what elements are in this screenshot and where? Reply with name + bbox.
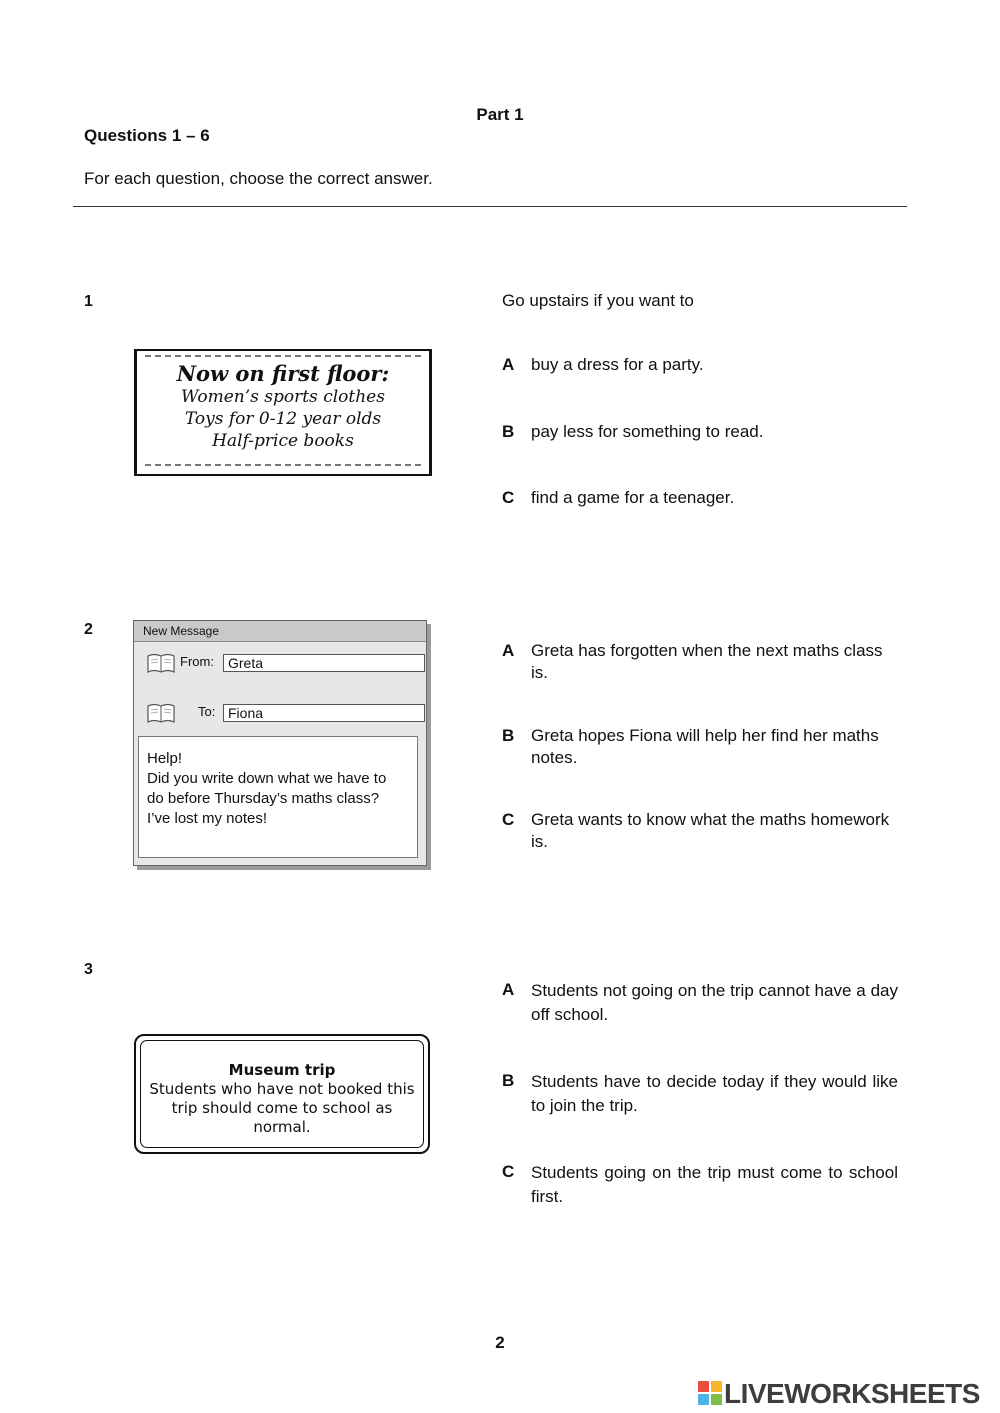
museum-notice-line: normal. [253,1118,311,1136]
question-1-option-b[interactable] [502,421,898,443]
option-letter: C [502,488,515,507]
question-1-option-a[interactable] [502,354,898,376]
question-3-option-c[interactable] [502,1161,898,1209]
option-letter: B [502,422,515,441]
option-letter: B [502,726,515,745]
email-body-line: Did you write down what we have to [147,770,387,787]
liveworksheets-logo-icon [698,1381,722,1405]
question-2-option-a[interactable] [502,640,898,684]
email-from-row [134,652,426,674]
question-number-3: 3 [84,961,93,978]
question-number-2: 2 [84,621,93,638]
store-notice-line: Half-price books [212,431,354,451]
email-body-line: Help! [147,750,183,767]
email-to-label: To: [198,704,216,719]
option-letter: C [502,810,515,829]
email-body [138,736,418,858]
address-book-icon [146,652,176,674]
address-book-icon [146,702,176,724]
questions-range: Questions 1 – 6 [84,126,210,145]
question-2-option-c[interactable] [502,809,898,853]
option-text: Greta wants to know what the maths homework is. [531,810,890,851]
museum-notice-line: trip should come to school as [171,1099,393,1117]
email-from-field: Greta [223,654,425,672]
option-letter: A [502,980,515,999]
store-notice-title: Now on first floor: [176,361,390,386]
instruction-text: For each question, choose the correct answer. [84,169,433,188]
museum-notice-line: Students who have not booked this [149,1080,415,1098]
option-text: Students going on the trip must come to school first. [531,1163,898,1206]
email-window [133,620,427,866]
museum-trip-notice [134,1034,430,1154]
option-letter: A [502,355,515,374]
question-3-option-b[interactable] [502,1070,898,1118]
question-number-1: 1 [84,293,93,310]
brand-wordmark: LIVEWORKSHEETS [724,1378,980,1409]
notice-inner-border [140,1040,424,1148]
question-2-option-b[interactable] [502,725,898,769]
option-letter: A [502,641,515,660]
notice-bottom-decoration [145,464,421,470]
option-text: Greta hopes Fiona will help her find her maths notes. [531,726,879,767]
page-number: 2 [495,1333,505,1352]
notice-top-decoration [145,355,421,361]
option-text: Students not going on the trip cannot have a day off school. [531,981,898,1024]
option-text: find a game for a teenager. [531,488,735,507]
email-to-field: Fiona [223,704,425,722]
email-to-row [134,702,426,724]
museum-notice-title: Museum trip [228,1061,336,1079]
question-1-option-c[interactable] [502,487,898,509]
email-window-title: New Message [134,621,426,642]
option-text: pay less for something to read. [531,422,764,441]
option-letter: B [502,1071,515,1090]
question-3-option-a[interactable] [502,979,898,1027]
option-text: Students have to decide today if they would like to join the trip. [531,1072,898,1115]
store-notice-line: Toys for 0-12 year olds [184,409,382,429]
email-body-line: do before Thursday’s maths class? [147,790,380,807]
part-heading: Part 1 [476,105,524,124]
header-divider [73,206,907,207]
question-1-stem: Go upstairs if you want to [502,291,694,310]
store-notice-line: Women’s sports clothes [181,387,385,407]
store-notice [134,349,432,476]
option-letter: C [502,1162,515,1181]
option-text: buy a dress for a party. [531,355,704,374]
email-from-label: From: [180,654,214,669]
email-body-line: I’ve lost my notes! [147,810,268,827]
option-text: Greta has forgotten when the next maths class is. [531,641,883,682]
